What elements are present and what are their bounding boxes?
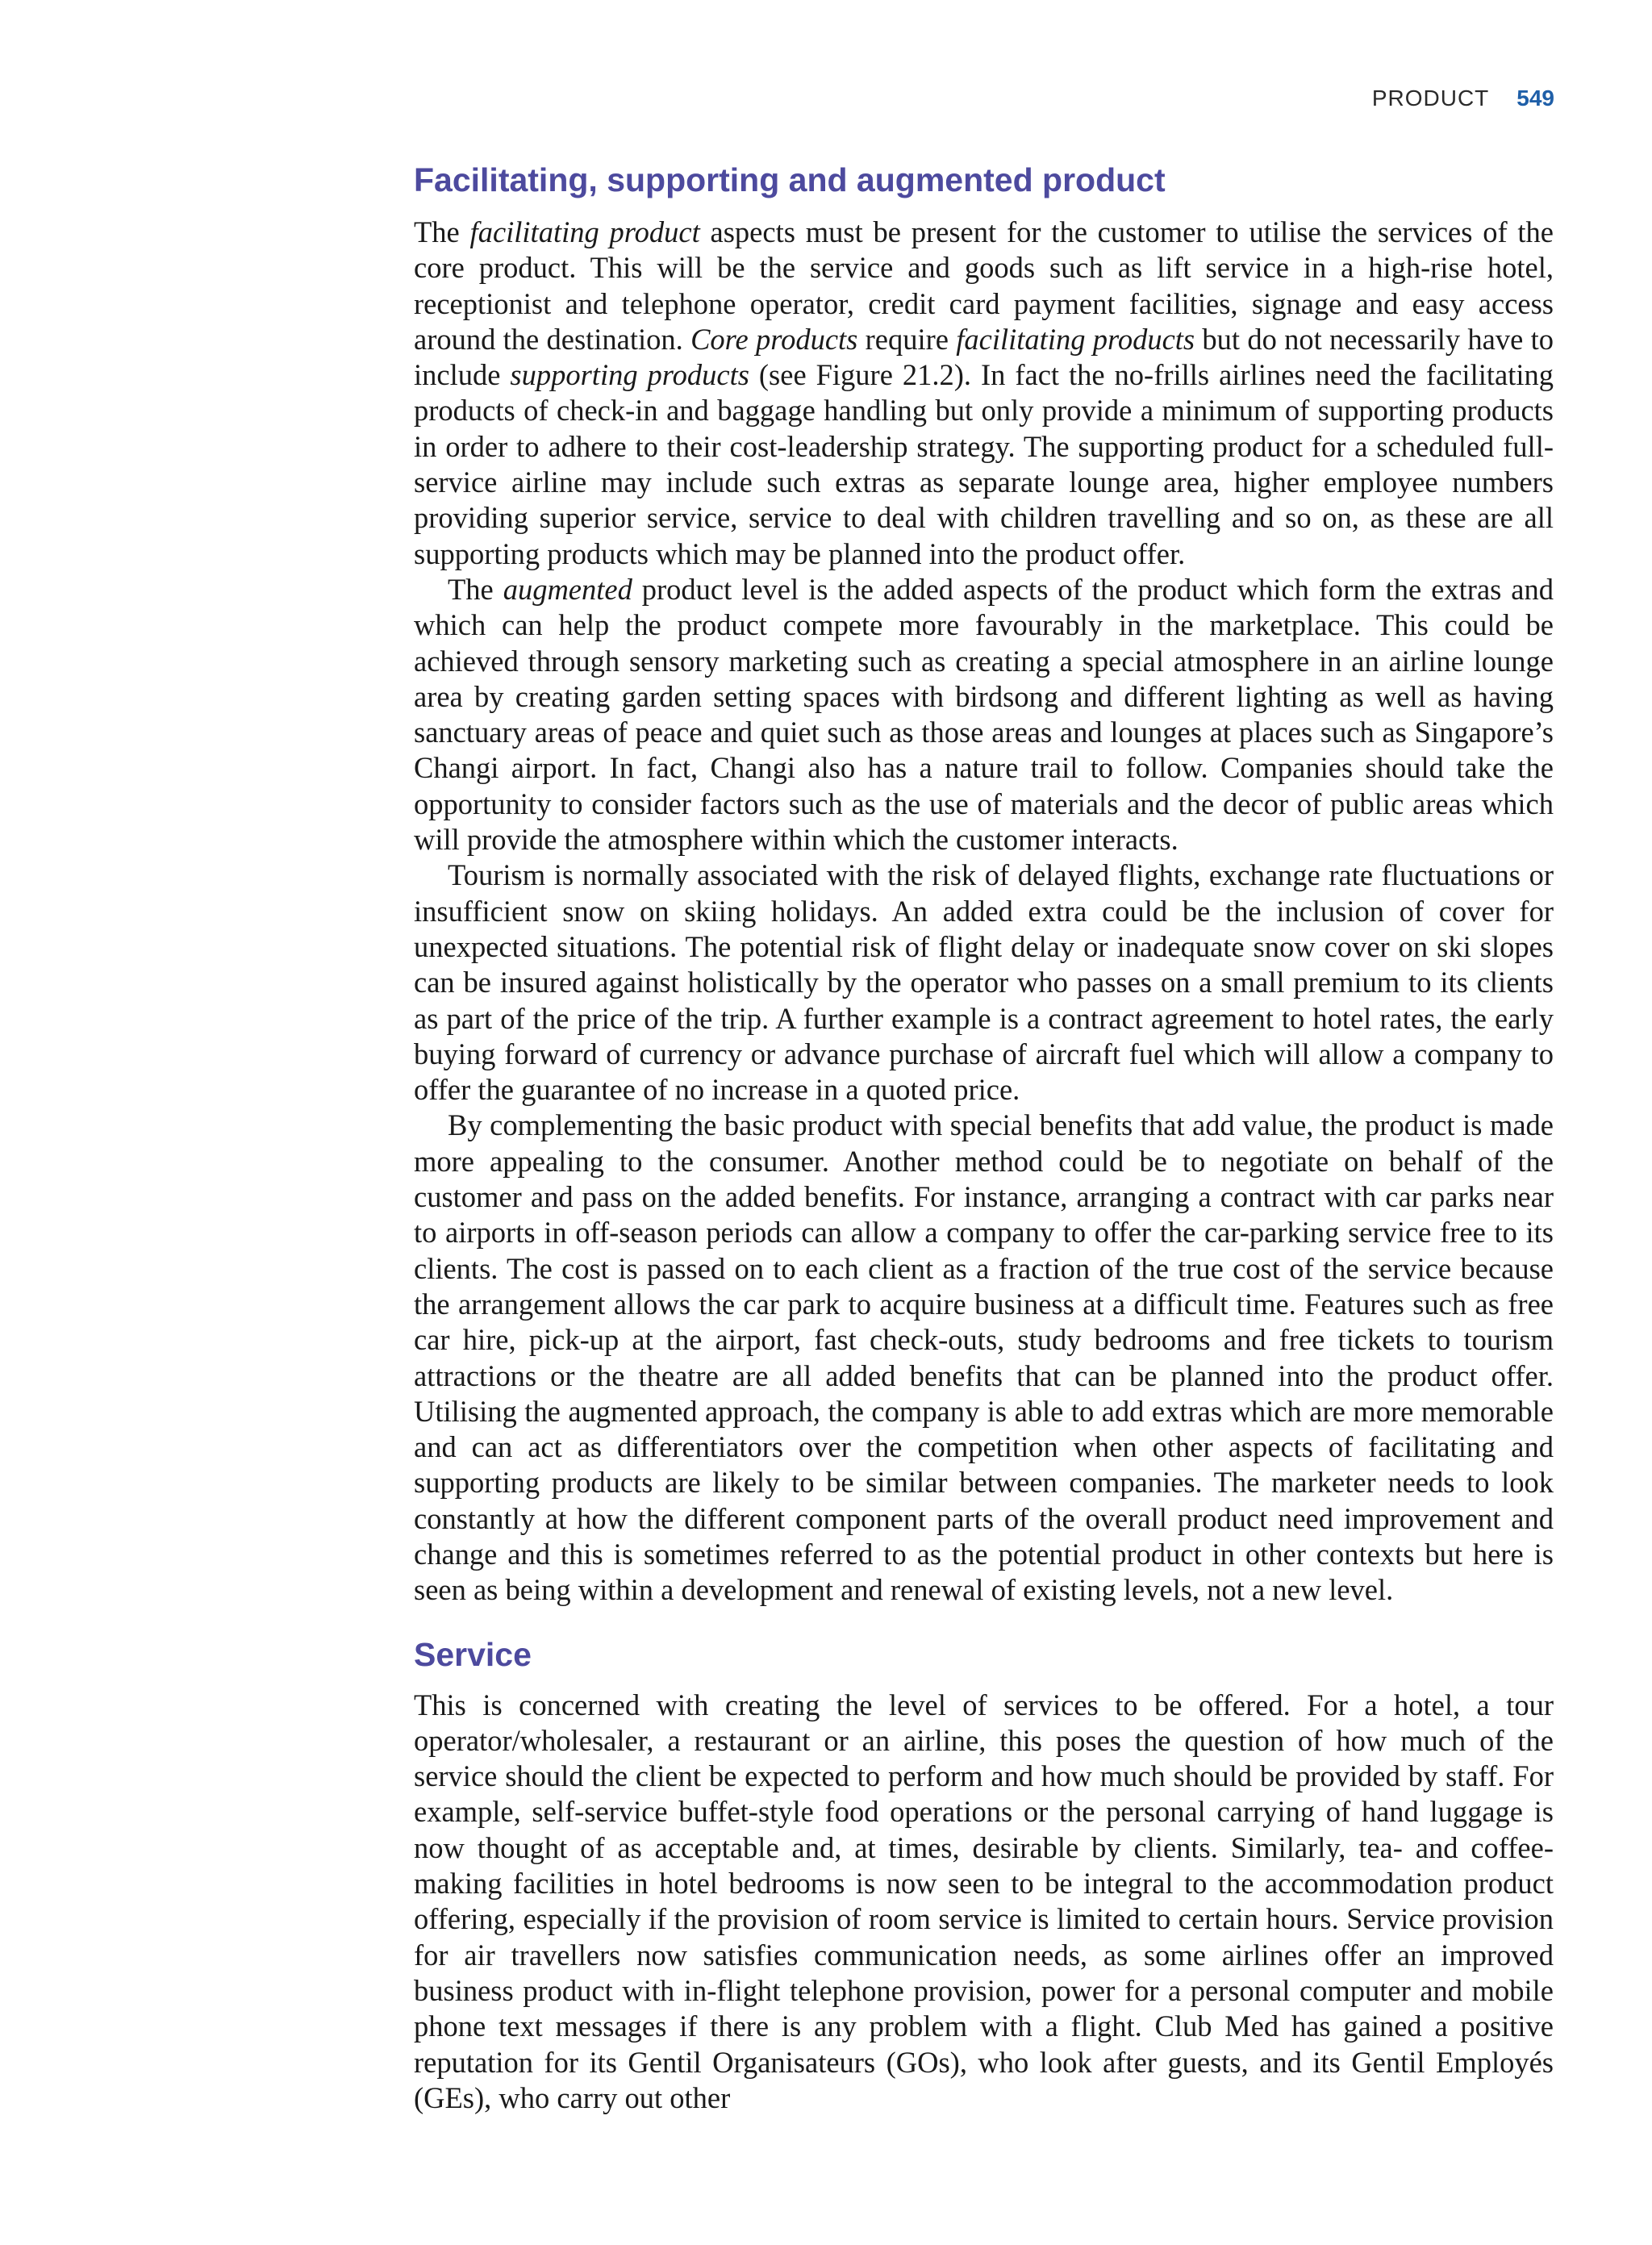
italic-term: facilitating products bbox=[956, 322, 1195, 356]
paragraph-augmented-product bbox=[414, 572, 1554, 858]
paragraph-facilitating-product bbox=[414, 215, 1554, 572]
italic-term: augmented bbox=[503, 572, 632, 606]
running-head bbox=[1372, 86, 1554, 111]
italic-term: supporting products bbox=[510, 358, 749, 392]
italic-term: facilitating product bbox=[469, 215, 700, 248]
section-heading-service: Service bbox=[414, 1635, 532, 1673]
text-run: but do not necessarily have to include bbox=[414, 322, 1554, 392]
page-number: 549 bbox=[1516, 86, 1554, 111]
main-content bbox=[414, 160, 1554, 2116]
paragraph-tourism-risk: Tourism is normally associated with the risk of delayed flights, exchange rate fluctuations or insufficient snow on skiing holidays. An added extra could be the inclusion of cover for unexpected situations. The potential risk of flight delay or inadequate snow cover on ski slopes can be insured against holistically by the operator who passes on a small premium to its clients as part of the price of the trip. A further example is a contract agreement to hotel rates, the early buying forward of currency or advance purchase of aircraft fuel which will allow a company to offer the guarantee of no increase in a quoted price. bbox=[414, 858, 1554, 1107]
text-run: require bbox=[857, 322, 957, 356]
italic-term: Core products bbox=[690, 322, 858, 356]
text-run: aspects must be present for the customer to utilise the services of the core product. This will be the service and goods such as lift service in a high-rise hotel, receptionist and telephone operator, credit card payment facilities, signage and easy access around the destination. bbox=[414, 215, 1554, 356]
section-heading-facilitating: Facilitating, supporting and augmented product bbox=[414, 161, 1166, 198]
paragraph-complementing-benefits: By complementing the basic product with special benefits that add value, the product is made more appealing to the consumer. Another method could be to negotiate on behalf of the customer and pass on the added benefits. For instance, arranging a contract with car parks near to airports in off-season periods can allow a company to offer the car-parking service free to its clients. The cost is passed on to each client as a fraction of the true cost of the service because the arrangement allows the car park to acquire business at a difficult time. Features such as free car hire, pick-up at the airport, fast check-outs, study bedrooms and free tickets to tourism attractions or the theatre are all added benefits that can be planned into the product offer. Utilising the augmented approach, the company is able to add extras which are more memorable and can act as differentiators over the competition when other aspects of facilitating and supporting products are likely to be similar between companies. The marketer needs to look constantly at how the different component parts of the overall product need improvement and change and this is sometimes referred to as the potential product in other contexts but here is seen as being within a development and renewal of existing levels, not a new level. bbox=[414, 1108, 1554, 1607]
text-run: The bbox=[414, 215, 470, 248]
text-run: (see Figure 21.2). In fact the no-frills airlines need the facilitating products of check-in and baggage handling but only provide a minimum of supporting products in order to adhere to their cost-leadership strategy. The supporting product for a scheduled full-service airline may include such extras as separate lounge area, higher employee numbers providing superior service, service to deal with children travelling and so on, as these are all supporting products which may be planned into the product offer. bbox=[414, 358, 1554, 570]
text-run: product level is the added aspects of the product which form the extras and which can help the product compete more favourably in the marketplace. This could be achieved through sensory marketing such as creating a special atmosphere in an airline lounge area by creating garden setting spaces with birdsong and different lighting as well as having sanctuary areas of peace and quiet such as those areas and lounges at places such as Singapore’s Changi airport. In fact, Changi also has a nature trail to follow. Companies should take the opportunity to consider factors such as the use of materials and the decor of public areas which will provide the atmosphere within which the customer interacts. bbox=[414, 572, 1554, 857]
text-run: The bbox=[448, 572, 503, 606]
running-head-label: PRODUCT bbox=[1371, 86, 1490, 111]
paragraph-service: This is concerned with creating the level of services to be offered. For a hotel, a tour operator/wholesaler, a restaurant or an airline, this poses the question of how much of the service should the client be expected to perform and how much should be provided by staff. For example, self-service buffet-style food operations or the personal carrying of hand luggage is now thought of as acceptable and, at times, desirable by clients. Similarly, tea- and coffee-making facilities in hotel bedrooms is now seen to be integral to the accommodation product offering, especially if the provision of room service is limited to certain hours. Service provision for air travellers now satisfies communication needs, as some airlines offer an improved business product with in-flight telephone provision, power for a personal computer and mobile phone text messages if there is any problem with a flight. Club Med has gained a positive reputation for its Gentil Organisateurs (GOs), who look after guests, and its Gentil Employés (GEs), who carry out other bbox=[414, 1688, 1554, 2114]
